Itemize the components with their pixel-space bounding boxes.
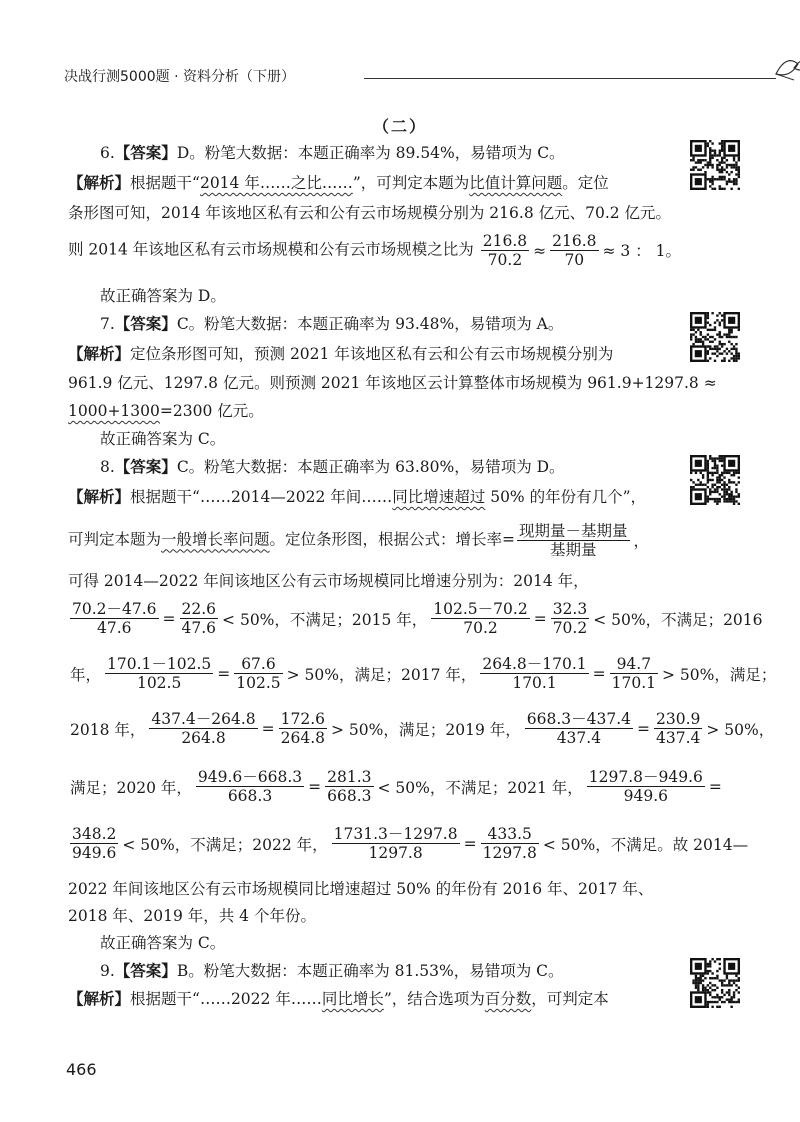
running-header-title: 决战行测5000题 · 资料分析（下册） (64, 69, 295, 85)
leaf-icon (772, 50, 800, 86)
qr-code-icon[interactable] (690, 958, 740, 1008)
page-number: 466 (66, 1060, 97, 1079)
q8-analysis-line-end-1: 2022 年间该地区公有云市场规模同比增速超过 50% 的年份有 2016 年、2017 年、 (68, 880, 654, 898)
q6-analysis-line-2: 条形图可知，2014 年该地区私有云和公有云市场规模分别为 216.8 亿元、70.2 亿元。 (68, 204, 672, 222)
q6-analysis-line-3: 则 2014 年该地区私有云市场规模和公有云市场规模之比为 $\frac{216.8}{70.2}$ ≈ $\frac{216.8}{70}$ ≈ 3 ： 1。 (68, 232, 681, 269)
q6-conclusion: 故正确答案为 D。 (100, 287, 226, 305)
q8-analysis-line-2: 可判定本题为一般增长率问题。定位条形图，根据公式：增长率= $\frac{\text{现期量－基期量}}{\text{基期量}}$ ， (68, 522, 650, 559)
qr-code-icon[interactable] (690, 312, 740, 362)
running-header (64, 64, 754, 88)
q8-analysis-line-3: 可得 2014—2022 年间该地区公有云市场规模同比增速分别为：2014 年， (68, 572, 589, 590)
q8-calc-row-3: 2018 年， $\frac{437.4-264.8}{264.8}$ = $\frac{172.6}{264.8}$ > 50%，满足；2019 年， $\frac{668.3-437.4}{437.4}$ = $\frac{230.9}{437.4}$ > 50%， (70, 710, 775, 747)
q9-analysis-line-1: 【解析】根据题干“……2022 年……同比增长”，结合选项为百分数，可判定本 (68, 989, 609, 1008)
q6-analysis-line-1: 【解析】根据题干“2014 年……之比……”，可判定本题为比值计算问题。定位 (68, 173, 609, 192)
q8-calc-row-2: 年， $\frac{170.1-102.5}{102.5}$ = $\frac{67.6}{102.5}$ > 50%，满足；2017 年， $\frac{264.8-170.1}{170.1}$ = $\frac{94.7}{170.1}$ > 50%，满足； (70, 655, 777, 692)
qr-code-icon[interactable] (690, 140, 740, 190)
q8-analysis-line-end-2: 2018 年、2019 年，共 4 个年份。 (68, 907, 316, 925)
q7-analysis-line-2: 961.9 亿元、1297.8 亿元。则预测 2021 年该地区云计算整体市场规模为 961.9+1297.8 ≈ (68, 374, 717, 392)
q8-calc-row-5: $\frac{348.2}{949.6}$ < 50%，不满足；2022 年， $\frac{1731.3-1297.8}{1297.8}$ = $\frac{433.5}{1297.8}$ < 50%，不满足。故 2014— (72, 825, 749, 862)
q7-analysis-line-1: 【解析】定位条形图可知，预测 2021 年该地区私有云和公有云市场规模分别为 (68, 344, 614, 363)
q6-answer-line: 6.【答案】D。粉笔大数据：本题正确率为 89.54%，易错项为 C。 (100, 143, 565, 162)
fraction: $\frac{216.8}{70.2}$ (482, 232, 528, 269)
qr-code-icon[interactable] (690, 455, 740, 505)
q8-answer-line: 8.【答案】C。粉笔大数据：本题正确率为 63.80%，易错项为 D。 (100, 457, 565, 476)
q7-analysis-line-3: 1000+1300=2300 亿元。 (68, 402, 264, 420)
q8-calc-row-4: 满足；2020 年， $\frac{949.6-668.3}{668.3}$ = $\frac{281.3}{668.3}$ < 50%，不满足；2021 年， $\frac{1297.8-949.6}{949.6}$ = (70, 768, 722, 805)
q8-analysis-line-1: 【解析】根据题干“……2014—2022 年间……同比增速超过 50% 的年份有几个”， (68, 487, 647, 506)
q8-calc-row-1: $\frac{70.2-47.6}{47.6}$ = $\frac{22.6}{47.6}$ < 50%，不满足；2015 年， $\frac{102.5-70.2}{70.2}$ = $\frac{32.3}{70.2}$ < 50%，不满足；2016 (72, 600, 763, 637)
header-rule (364, 78, 776, 79)
q8-conclusion: 故正确答案为 C。 (100, 934, 226, 952)
section-title: （二） (372, 117, 427, 136)
q7-conclusion: 故正确答案为 C。 (100, 430, 226, 448)
growth-rate-formula: $\frac{\text{现期量－基期量}}{\text{基期量}}$ (519, 522, 628, 559)
q9-answer-line: 9.【答案】B。粉笔大数据：本题正确率为 81.53%，易错项为 C。 (100, 961, 564, 980)
q7-answer-line: 7.【答案】C。粉笔大数据：本题正确率为 93.48%，易错项为 A。 (100, 314, 564, 333)
fraction: $\frac{216.8}{70}$ (552, 232, 597, 269)
